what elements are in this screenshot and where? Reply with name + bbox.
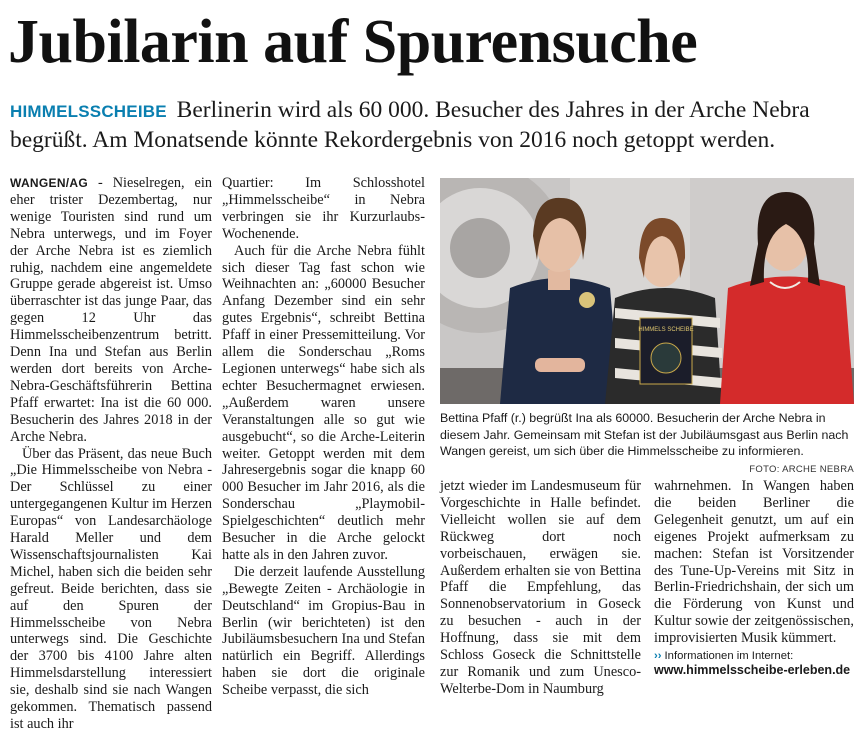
text-column-4 — [654, 478, 854, 647]
paragraph: Die derzeit laufende Ausstellung „Bewegte Zeiten - Archäologie in Deutschland“ im Gropius-Bau in Berlin (wir berichteten) ist den Jubiläumsbesuchern Ina und Stefan natürlich ein Begriff. Allerdings haben sie dort die originale Scheibe verpasst, die sich — [222, 563, 425, 699]
article-subhead — [10, 96, 855, 155]
paragraph: Über das Präsent, das neue Buch „Die Himmelsscheibe von Nebra - Der Schlüssel zu einer untergegangenen Kultur im Herzen Europas“ von Landesarchäologe Harald Meller und dem Wissenschaftsjournalisten Kai Michel, haben sich die beiden sehr gefreut. Beide berichten, dass sie auf den Spuren der Himmelsscheibe von Nebra unterwegs sind. Die Geschichte der 3700 bis 4100 Jahre alten Himmelsdarstellung interessiert sie, deshalb sind sie nach Wangen gekommen. Thematisch passend ist auch ihr — [10, 445, 212, 732]
article-photo — [440, 178, 854, 404]
article-headline: Jubilarin auf Spurensuche — [8, 8, 698, 76]
paragraph-text: - Nieselregen, ein eher trister Dezembertag, nur wenige Touristen sind rund um Nebra unterwegs, und im Foyer der Arche Nebra ist es ziemlich ruhig, nachdem eine angemeldete Gruppe gerade abgereist ist. Umso überraschter ist das junge Paar, das gegen 12 Uhr das Himmelsscheibenzentrum betritt. Denn Ina und Stefan aus Berlin werden dort bereits von Arche-Nebra-Geschäftsführerin Bettina Pfaff erwartet: Ina ist die 60 000. Besucherin des Jahres 2018 in der Arche Nebra. — [10, 175, 212, 445]
paragraph: Quartier: Im Schlosshotel „Himmelsscheibe“ in Nebra verbringen sie ihr Kurzurlaubs-Wochenende. — [222, 175, 425, 242]
photo-credit: FOTO: ARCHE NEBRA — [749, 463, 854, 475]
text-column-2 — [222, 175, 425, 699]
article-kicker: HIMMELSSCHEIBE — [10, 102, 167, 121]
book-title: HIMMELS SCHEIBE — [638, 327, 694, 333]
info-label: Informationen im Internet: — [664, 650, 794, 662]
photo-caption — [440, 410, 854, 478]
text-column-1 — [10, 175, 212, 733]
subhead-text: Berlinerin wird als 60 000. Besucher des Jahres in der Arche Nebra begrüßt. Am Monatsende könnte Rekordergebnis von 2016 noch getoppt werden. — [10, 97, 810, 153]
photo-illustration — [440, 178, 854, 404]
paragraph: Auch für die Arche Nebra fühlt sich dieser Tag fast schon wie Weihnachten an: „60000 Besucher Anfang Dezember sind ein sehr gutes Ergebnis“, schreibt Bettina Pfaff in einer Pressemitteilung. Vor allem die Sonderschau „Roms Legionen unterwegs“ habe sich als echter Besuchermagnet erwiesen. „Außerdem waren unsere Veranstaltungen alle so gut wie ausgebucht“, so die Arche-Leiterin weiter. Getoppt werden mit dem Jahresergebnis sogar die knapp 60 000 Besucher im Jahr 2016, als die Sonderschau „Playmobil-Spielgeschichten“ deutlich mehr Besucher in die Arche gelockt hatte als in den Jahren zuvor. — [222, 242, 425, 563]
dateline: WANGEN/AG — [10, 176, 89, 190]
info-box — [654, 649, 858, 677]
text-column-3 — [440, 478, 641, 698]
paragraph: jetzt wieder im Landesmuseum für Vorgeschichte in Halle befindet. Vielleicht wollen sie auf dem Rückweg dort noch vorbeischauen, erwägen sie. Außerdem erhalten sie von Bettina Pfaff die Empfehlung, das Sonnenobservatorium in Goseck zu besuchen - auch in der Hoffnung, dass sie mit dem Schloss Goseck die Schnittstelle zur Romanik und zum Unesco-Welterbe-Dom in Naumburg — [440, 478, 641, 697]
info-url-link[interactable]: www.himmelsscheibe-erleben.de — [654, 663, 851, 677]
paragraph — [10, 175, 212, 446]
arrow-icon: ›› — [654, 650, 662, 662]
paragraph: wahrnehmen. In Wangen haben die beiden Berliner die Gelegenheit genutzt, um auf ein eigenes Projekt aufmerksam zu machen: Stefan ist Vorsitzender des Tune-Up-Vereins mit Sitz in Berlin-Friedrichshain, der sich um die Förderung von Kunst und Kultur sowie der zeitgenössischen, improvisierten Musik kümmert. — [654, 478, 854, 647]
caption-text: Bettina Pfaff (r.) begrüßt Ina als 60000. Besucherin der Arche Nebra in diesem Jahr. Gemeinsam mit Stefan ist der Jubiläumsgast aus Berlin nach Wangen gereist, um sich über die Himmelsscheibe zu informieren. — [440, 411, 849, 458]
info-label-line — [654, 649, 858, 663]
